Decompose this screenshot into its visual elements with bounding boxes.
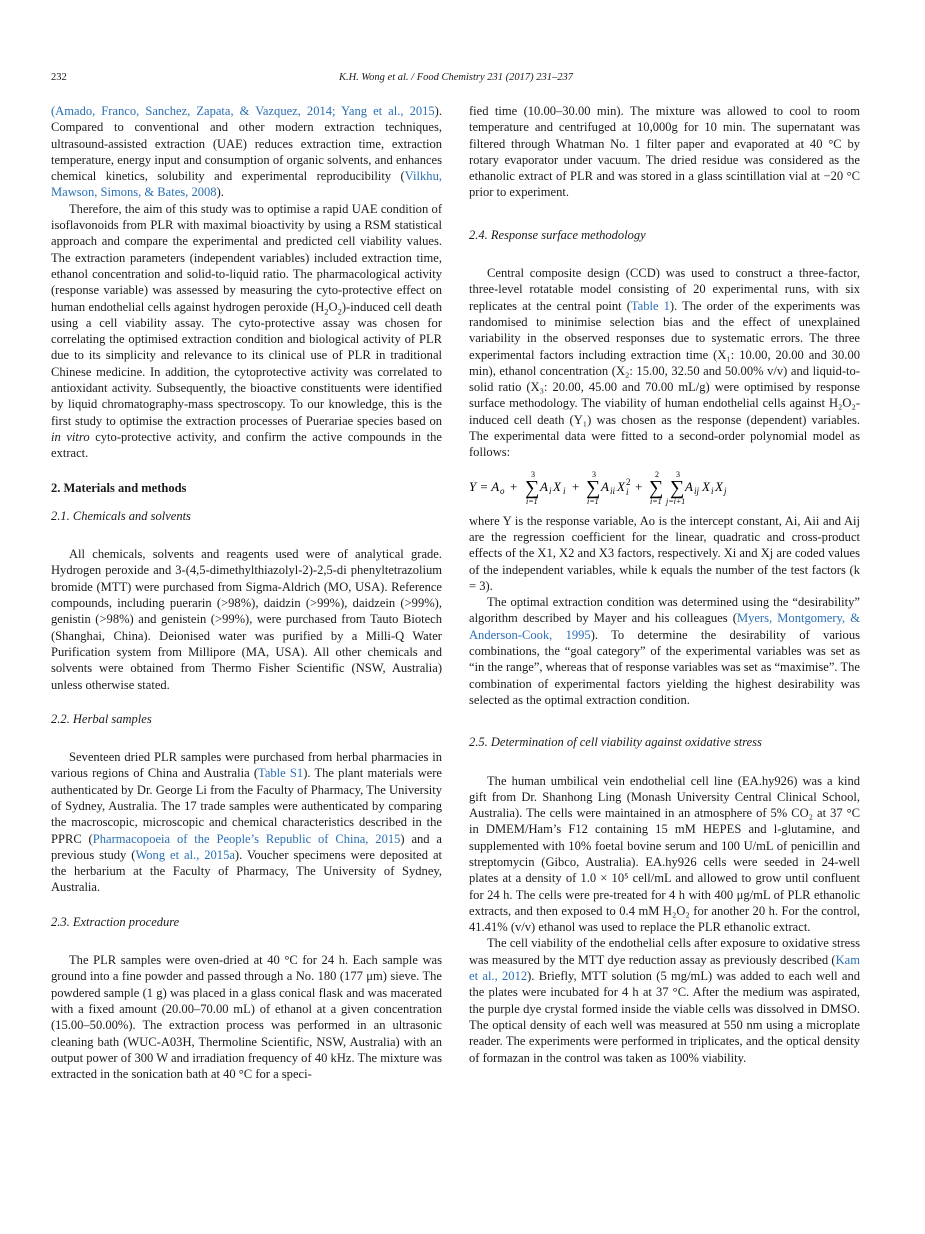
svg-text:ii: ii	[610, 485, 616, 496]
svg-text:X: X	[715, 478, 723, 494]
svg-text:∑: ∑	[525, 476, 540, 499]
subsection-heading: 2.3. Extraction procedure	[51, 914, 180, 929]
citation-link[interactable]: Wong et al., 2015a	[135, 847, 235, 862]
svg-text:∑: ∑	[586, 476, 601, 499]
extraction-paragraph: The PLR samples were oven-dried at 40 °C for 24 h. Each sample was ground into a fine powder and passed through a No. 180 (177 μm) sieve. The powdered sample (1 g) was placed in a glass conical flask and was macerated with a fixed amount (20.00–70.00 mL) of ethanol at a given concentration (15.00–50.00%). The extraction process was performed in an ultrasonic cleaning bath (WUC-A03H, Thermoline Scientific, NSW, Australia) with an output power of 300 W and irradiation frequency of 40 kHz. The mixture was extracted in the sonication bath at 40 °C for a speci-	[51, 953, 442, 1082]
chemicals-paragraph: All chemicals, solvents and reagents used were of analytical grade. Hydrogen peroxide and 3-(4,5-dimethylthiazolyl-2)-2,5-di phenyltetrazolium bromide (MTT) were purchased from Sigma-Aldrich (MO, USA). Reference compounds, including puerarin (>98%), daidzin (>99%), daidzein (>99%), genistin (>98%) and genistein (>99%), were purchased from Tauto Biotech (Shanghai, China). Deionised water was purified by a Milli-Q Water Purification system from Millipore (MA, USA). All other chemicals and solvents were obtained from Thermo Fisher Scientific (NSW, Australia) unless otherwise stated.	[51, 547, 442, 692]
svg-text:A: A	[685, 478, 693, 494]
svg-text:A: A	[540, 478, 548, 494]
svg-text:+: +	[510, 478, 518, 494]
citation-link[interactable]: Myers, Montgomery, & Anderson-Cook, 1995	[469, 611, 860, 642]
svg-text:+: +	[635, 478, 643, 494]
subsection-heading: 2.4. Response surface methodology	[469, 227, 646, 242]
svg-text:i: i	[711, 485, 714, 496]
svg-text:X: X	[617, 478, 625, 494]
svg-text:j=i+1: j=i+1	[666, 496, 686, 506]
citation-link[interactable]: (Amado, Franco, Sanchez, Zapata, & Vazquez, 2014; Yang et al., 2015	[51, 104, 435, 118]
svg-text:2: 2	[626, 476, 631, 487]
intro-paragraph-2: Therefore, the aim of this study was to optimise a rapid UAE condition of isoflavonoids from PLR with maximal bioactivity by using a RSM statistical approach and compare the experimental and predicted cell viability values. The extraction parameters (independent variables) included extraction time, ethanol concentration and solid-to-liquid ratio. The pharmacological activity (response variable) was assessed by measuring the cyto-protective effect on human endothelial cells against hydrogen peroxide $(H_2O_2)$-induced cell death using a cell viability assay. The cyto-protective assay was chosen for correlating the optimised extraction condition and biological activity of PLR due to its simplicity and relevance to its clinical use of PLR in traditional Chinese medicine. In addition, the cytoprotective activity was correlated to antioxidant activity. Subsequently, the bioactive constituents were identified by liquid chromatography-mass spectroscopy. To our knowledge, this is the first study to optimise the extraction processes of Puerariae species based on in vitro cyto-protective activity, and confirm the active compounds in the extract.	[51, 201, 442, 461]
svg-text:∑: ∑	[670, 476, 685, 499]
subsection-heading: 2.5. Determination of cell viability against oxidative stress	[469, 735, 762, 750]
svg-text:3: 3	[676, 469, 680, 479]
section-heading: 2. Materials and methods	[51, 480, 187, 495]
svg-text:i: i	[549, 485, 552, 496]
citation-link[interactable]: Kam et al., 2012	[469, 952, 860, 984]
svg-text:i=1: i=1	[650, 496, 662, 506]
svg-text:X: X	[553, 478, 561, 494]
desirability-paragraph: The optimal extraction condition was determined using the “desirability” algorithm described by Mayer and his colleagues (Myers, Montgomery, & Anderson-Cook, 1995). To determine the desirability of various combinations, the “goal category” of the experimental variables was set as “in the range”, whereas that of response variables was set as “maximise”. The combination of experimental factors yielding the highest desirability was selected as the optimal extraction condition.	[469, 595, 860, 707]
running-title: K.H. Wong et al. / Food Chemistry 231 (2017) 231–237	[338, 72, 574, 83]
svg-text:i: i	[563, 485, 566, 496]
citation-link[interactable]: Pharmacopoeia of the People’s Republic of China, 2015	[92, 831, 401, 846]
svg-text:i=1: i=1	[587, 496, 599, 506]
equation-explanation-paragraph: where Y is the response variable, Ao is the intercept constant, Ai, Aii and Aij are the regression coefficient for the linear, quadratic and cross-product effects of the X1, X2 and X3 factors, respectively. Xi and Xj are coded values of the independent variables, while k equals the number of the test factors (k = 3).	[469, 513, 860, 593]
svg-text:X: X	[702, 478, 710, 494]
cell-line-paragraph: The human umbilical vein endothelial cell line (EA.hy926) was a kind gift from Dr. Shanhong Ling (Monash University Central Clinical School, Australia). The cells were maintained in an atmosphere of 5% CO₂ at 37 °C in DMEM/Ham’s F12 containing 15 mM HEPES and l-glutamine, and supplemented with 10% foetal bovine serum and 100 U/mL of penicillin and streptomycin (Gibco, Australia). EA.hy926 cells were seeded in 24-well plates at a density of 1.0 × 10⁵ cell/mL and allowed to grow until confluent for 24 h. The cells were pre-treated for 4 h with 400 μg/mL of PLR ethanolic extracts, and then exposed to 0.4 mM H₂O₂ for another 20 h. For the control, 41.41% (v/v) ethanol was used to replace the PLR ethanolic extract.	[469, 773, 860, 935]
svg-text:A: A	[601, 478, 609, 494]
subsection-heading: 2.2. Herbal samples	[51, 711, 152, 726]
rsm-paragraph: Central composite design (CCD) was used to construct a three-factor, three-level rotatable model consisting of 20 experimental runs, with six replicates at the central point (Table 1). The order of the experiments was randomised to minimise selection bias and the effect of unexplained variability in the observed responses due to systematic errors. The three experimental factors including extraction time (X₁: 10.00, 20.00 and 30.00 min), ethanol concentration (X₂: 15.00, 32.50 and 50.00% v/v) and liquid-to-solid ratio (X₃: 20.00, 45.00 and 70.00 mL/g) were optimised by response surface methodology. The viability of human endothelial cells against H₂O₂-induced cell death (Y₁) was chosen as the response (dependent) variables. The experimental data were fitted to a second-order polynomial model as follows:	[469, 266, 860, 460]
table-link[interactable]: Table S1	[258, 766, 304, 781]
right-column	[469, 103, 860, 1066]
subsection-heading: 2.1. Chemicals and solvents	[51, 508, 191, 523]
table-link[interactable]: Table 1	[630, 298, 670, 313]
intro-paragraph-1: (Amado, Franco, Sanchez, Zapata, & Vazquez, 2014; Yang et al., 2015). Compared to conventional and other modern extraction techniques, ultrasound-assisted extraction (UAE) reduces extraction time, extraction temperature, energy input and consumption of organic solvents, and enhances chemical kinetics, solubility and experimental reproducibility (Vilkhu, Mawson, Simons, & Bates, 2008).	[51, 104, 442, 200]
citation-link[interactable]: Vilkhu, Mawson, Simons, & Bates, 2008	[51, 169, 442, 200]
page-number: 232	[51, 72, 67, 83]
svg-text:i=1: i=1	[526, 496, 538, 506]
svg-text:ij: ij	[694, 485, 700, 496]
svg-text:o: o	[500, 485, 505, 496]
herbal-samples-paragraph: Seventeen dried PLR samples were purchased from herbal pharmacies in various regions of China and Australia (Table S1). The plant materials were authenticated by Dr. George Li from the Faculty of Pharmacy, The University of Sydney, Australia. The 17 trade samples were authenticated by comparing the macroscopic, microscopic and chemical characteristics described in the PPRC (Pharmacopoeia of the People’s Republic of China, 2015) and a previous study (Wong et al., 2015a). Voucher specimens were deposited at the herbarium at the Faculty of Pharmacy, The University of Sydney, Australia.	[51, 750, 443, 895]
svg-text:3: 3	[592, 469, 596, 479]
svg-text:3: 3	[531, 469, 535, 479]
left-column	[51, 103, 442, 1082]
svg-text:2: 2	[655, 469, 659, 479]
svg-text:Y = A: Y = A	[469, 478, 500, 494]
svg-text:j: j	[724, 485, 727, 496]
svg-text:i: i	[626, 486, 629, 497]
running-header	[51, 72, 861, 88]
svg-text:∑: ∑	[649, 476, 664, 499]
svg-text:+: +	[572, 478, 580, 494]
extraction-continued-paragraph: fied time (10.00–30.00 min). The mixture was allowed to cool to room temperature and centrifuged at 10,000g for 10 min. The supernatant was filtered through Whatman No. 1 filter paper and evaporated at 40 °C by rotary evaporator under vacuum. The dried residue was considered as the ethanolic extract of PLR and was stored in a glass scintillation vial at −20 °C prior to experiment.	[469, 104, 860, 200]
mtt-assay-paragraph: The cell viability of the endothelial cells after exposure to oxidative stress was measured by the MTT dye reduction assay as previously described (Kam et al., 2012). Briefly, MTT solution (5 mg/mL) was added to each well and the plates were incubated for 4 h at 37 °C. After the medium was aspirated, the purple dye crystal formed inside the viable cells was dissolved in DMSO. The optical density of each well was measured at 550 nm using a microplate reader. The experiments were performed in triplicates, and the optical density of formazan in the control was taken as 100% viability.	[469, 936, 860, 1065]
polynomial-equation	[469, 467, 860, 509]
